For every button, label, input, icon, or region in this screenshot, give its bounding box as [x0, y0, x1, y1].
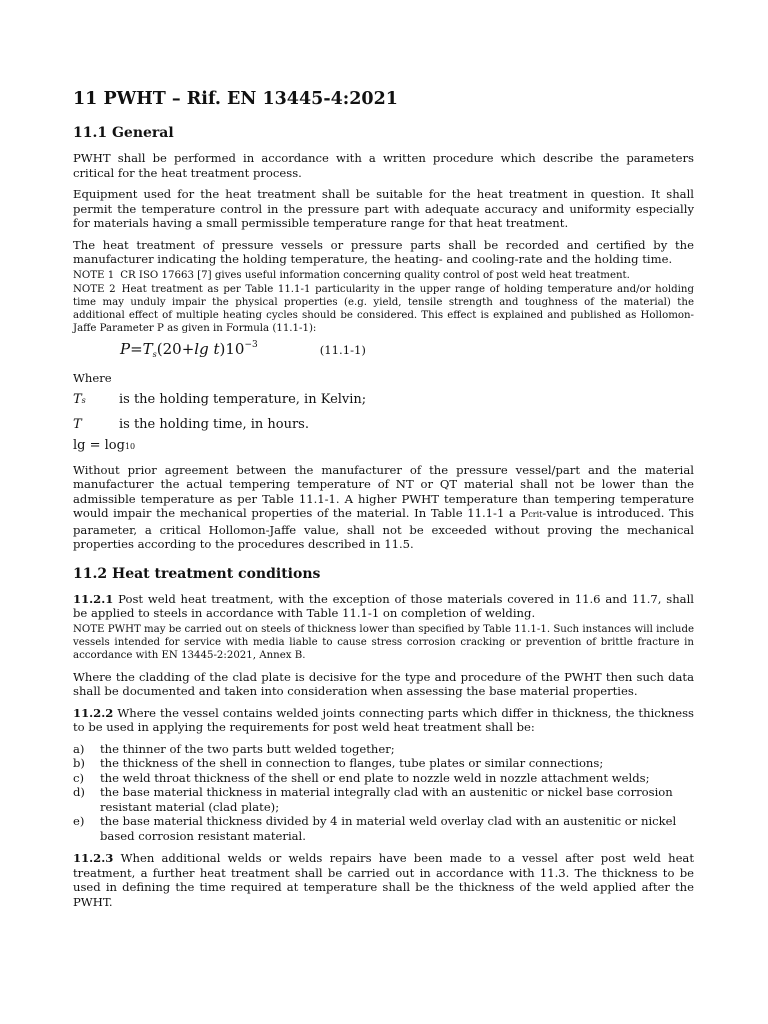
list-text: the base material thickness in material integrally clad with an austenitic or nickel base corrosion resistant material (clad plate); — [100, 785, 673, 814]
clause-text: Post weld heat treatment, with the exception of those materials covered in 11.6 and 11.7, shall be applied to steels in accordance with Table 11.1-1 on completion of welding. — [73, 591, 694, 620]
lg-text: lg = log — [73, 438, 125, 453]
clause-text: Where the vessel contains welded joints connecting parts which differ in thickness, the thickness to be used in applying the requirements for post weld heat treatment shall be: — [73, 705, 695, 734]
list-text: the base material thickness divided by 4 in material weld overlay clad with an austenitic or nickel based corrosion resistant material. — [100, 814, 677, 843]
paragraph: Where the cladding of the clad plate is decisive for the type and procedure of the PWHT then such data shall be documented and taken into consideration when assessing the base material properties. — [73, 669, 694, 698]
formula-number: (11.1-1) — [319, 343, 366, 358]
list-item — [73, 814, 694, 843]
note-1 — [73, 269, 694, 282]
formula-expression: $P=T_s(20+\lg$ $t)10^{-3}$ — [120, 340, 258, 360]
clause-11-2-2 — [73, 706, 694, 735]
thickness-list — [73, 742, 694, 844]
list-key: b) — [73, 756, 85, 770]
clause-number: 11.2.1 — [73, 591, 114, 606]
lg-definition — [73, 439, 694, 455]
list-text: the thickness of the shell in connection to flanges, tube plates or similar connections; — [100, 756, 604, 770]
p4-part-b: -value is introduced. This parameter, a critical Hollomon-Jaffe value, shall not be exceeded without proving the mechanical properties according to the procedures described in 11.5. — [73, 506, 694, 551]
symbol-ts — [73, 389, 694, 412]
formula-11-1-1 — [73, 339, 694, 363]
list-key: a) — [73, 741, 85, 756]
document-page — [73, 88, 694, 916]
note-tag: NOTE 2 — [73, 283, 116, 295]
note-text: CR ISO 17663 [7] gives useful information concerning quality control of post weld heat treatment. — [120, 269, 630, 281]
paragraph: The heat treatment of pressure vessels or pressure parts shall be recorded and certified by the manufacturer indicating the holding temperature, the heating- and cooling-rate and the holding time. — [73, 237, 694, 266]
symbol: T — [73, 417, 82, 432]
pcrit-subscript: crit — [528, 510, 543, 519]
clause-number: 11.2.2 — [73, 705, 114, 720]
clause-11-2-3 — [73, 851, 694, 909]
note-pwht: NOTE PWHT may be carried out on steels of thickness lower than specified by Table 11.1-1. Such instances will include vessels intended for service with media liable to cause stress corrosion cracking or prevention of brittle fracture in accordance with EN 13445-2:2021, Annex B. — [73, 623, 694, 661]
list-item — [73, 742, 694, 757]
list-item — [73, 756, 694, 771]
where-label: Where — [73, 370, 112, 385]
chapter-heading: 11 PWHT – Rif. EN 13445-4:2021 — [73, 89, 398, 109]
note-tag: NOTE 1 — [73, 269, 115, 281]
clause-11-2-1 — [73, 592, 694, 621]
symbol-t — [73, 414, 694, 436]
list-key: e) — [73, 814, 85, 828]
list-item — [73, 771, 694, 786]
section-heading-heat-treatment: 11.2 Heat treatment conditions — [73, 565, 321, 582]
note-2 — [73, 283, 694, 335]
clause-text: When additional welds or welds repairs have been made to a vessel after post weld heat treatment, a further heat treatment shall be carried out in accordance with 11.3. The thickness to be used in defining the time required at temperature shall be the thickness of the weld applied after the PWHT. — [73, 851, 694, 909]
lg-subscript: 10 — [124, 442, 136, 451]
list-key: c) — [73, 770, 85, 785]
symbol-description: is the holding temperature, in Kelvin; — [119, 392, 367, 407]
p4-part-a: Without prior agreement between the manufacturer of the pressure vessel/part and the material manufacturer the actual tempering temperature of NT or QT material shall not be lower than the admissible temperature as per Table 11.1-1. A higher PWHT temperature than tempering temperature would impair the mechanical properties of the material. In Table 11.1-1 a P — [73, 462, 694, 520]
section-heading-general: 11.1 General — [73, 125, 174, 141]
list-key: d) — [73, 785, 85, 799]
list-item — [73, 785, 694, 814]
symbol: Ts — [73, 392, 86, 407]
symbol-description: is the holding time, in hours. — [119, 417, 309, 432]
paragraph: Equipment used for the heat treatment shall be suitable for the heat treatment in question. It shall permit the temperature control in the pressure part with adequate accuracy and uniformity especially for materials having a small permissible temperature range for that heat treatment. — [73, 187, 694, 230]
list-text: the thinner of the two parts butt welded together; — [100, 741, 395, 756]
clause-number: 11.2.3 — [73, 851, 114, 865]
note-text: Heat treatment as per Table 11.1-1 particularity in the upper range of holding temperature and/or holding time may unduly impair the physical properties (e.g. yield, tensile strength and toughness of the material) the additional effect of multiple heating cycles should be considered. This effect is explained and published as Hollomon-Jaffe Parameter P as given in Formula (11.1-1): — [73, 283, 694, 334]
list-text: the weld throat thickness of the shell or end plate to nozzle weld in nozzle attachment welds; — [100, 770, 650, 785]
paragraph — [73, 463, 694, 552]
paragraph: PWHT shall be performed in accordance with a written procedure which describe the parameters critical for the heat treatment process. — [73, 151, 694, 180]
